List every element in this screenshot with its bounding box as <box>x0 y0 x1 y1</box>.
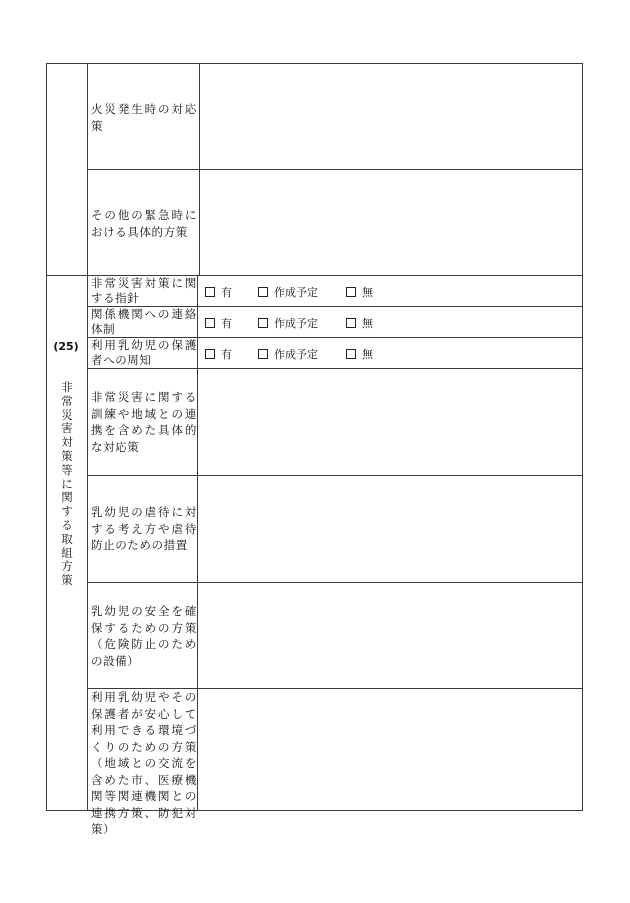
checkbox-icon[interactable] <box>346 318 356 328</box>
checkbox-icon[interactable] <box>258 318 268 328</box>
checkbox-icon[interactable] <box>346 287 356 297</box>
guardian-notice-options <box>205 346 373 362</box>
environment-measures-field[interactable] <box>199 689 581 810</box>
option-planned[interactable]: 作成予定 <box>258 346 346 362</box>
section-title: 非 常 災 害 対 策 等 に 関 す る 取 組 方 策 <box>61 380 73 588</box>
checkbox-icon[interactable] <box>205 318 215 328</box>
column-divider <box>199 63 200 275</box>
checkbox-icon[interactable] <box>346 349 356 359</box>
option-planned[interactable]: 作成予定 <box>258 284 346 300</box>
option-planned[interactable]: 作成予定 <box>258 315 346 331</box>
checkbox-icon[interactable] <box>205 349 215 359</box>
guardian-notice-label: 利用乳幼児の保護者への周知 <box>91 338 197 367</box>
abuse-prevention-label: 乳幼児の虐待に対する考え方や虐待防止のための措置 <box>91 505 197 552</box>
option-yes[interactable]: 有 <box>205 315 258 331</box>
option-yes[interactable]: 有 <box>205 346 258 362</box>
checkbox-icon[interactable] <box>258 287 268 297</box>
checkbox-icon[interactable] <box>258 349 268 359</box>
checkbox-icon[interactable] <box>205 287 215 297</box>
drill-measures-label: 非常災害に関する訓練や地域との連携を含めた具体的な対応策 <box>91 390 197 454</box>
option-no[interactable]: 無 <box>346 346 373 362</box>
fire-response-field[interactable] <box>201 64 581 169</box>
safety-measures-field[interactable] <box>199 583 581 688</box>
environment-measures-label: 利用乳幼児やその保護者が安心して利用できる環境づくりのための方策（地域との交流を含めた市、医療機関等関連機関との連携方策、防犯対策） <box>91 690 197 836</box>
option-yes[interactable]: 有 <box>205 284 258 300</box>
fire-response-label: 火災発生時の対応策 <box>91 102 197 133</box>
table-right-border <box>582 63 583 811</box>
column-divider <box>197 275 198 811</box>
abuse-prevention-field[interactable] <box>199 476 581 582</box>
section-number: (25) <box>53 340 79 353</box>
agency-contact-label: 関係機関への連絡体制 <box>91 307 197 336</box>
other-emergency-label: その他の緊急時における具体的方策 <box>91 208 197 239</box>
other-emergency-field[interactable] <box>201 170 581 275</box>
disaster-guideline-label: 非常災害対策に関する指針 <box>91 276 197 305</box>
option-no[interactable]: 無 <box>346 284 373 300</box>
agency-contact-options <box>205 315 373 331</box>
column-divider <box>87 63 88 811</box>
safety-measures-label: 乳幼児の安全を確保するための方策（危険防止のための設備） <box>91 604 197 668</box>
drill-measures-field[interactable] <box>199 369 581 475</box>
table-left-border <box>46 63 47 811</box>
disaster-guideline-options <box>205 284 373 300</box>
option-no[interactable]: 無 <box>346 315 373 331</box>
